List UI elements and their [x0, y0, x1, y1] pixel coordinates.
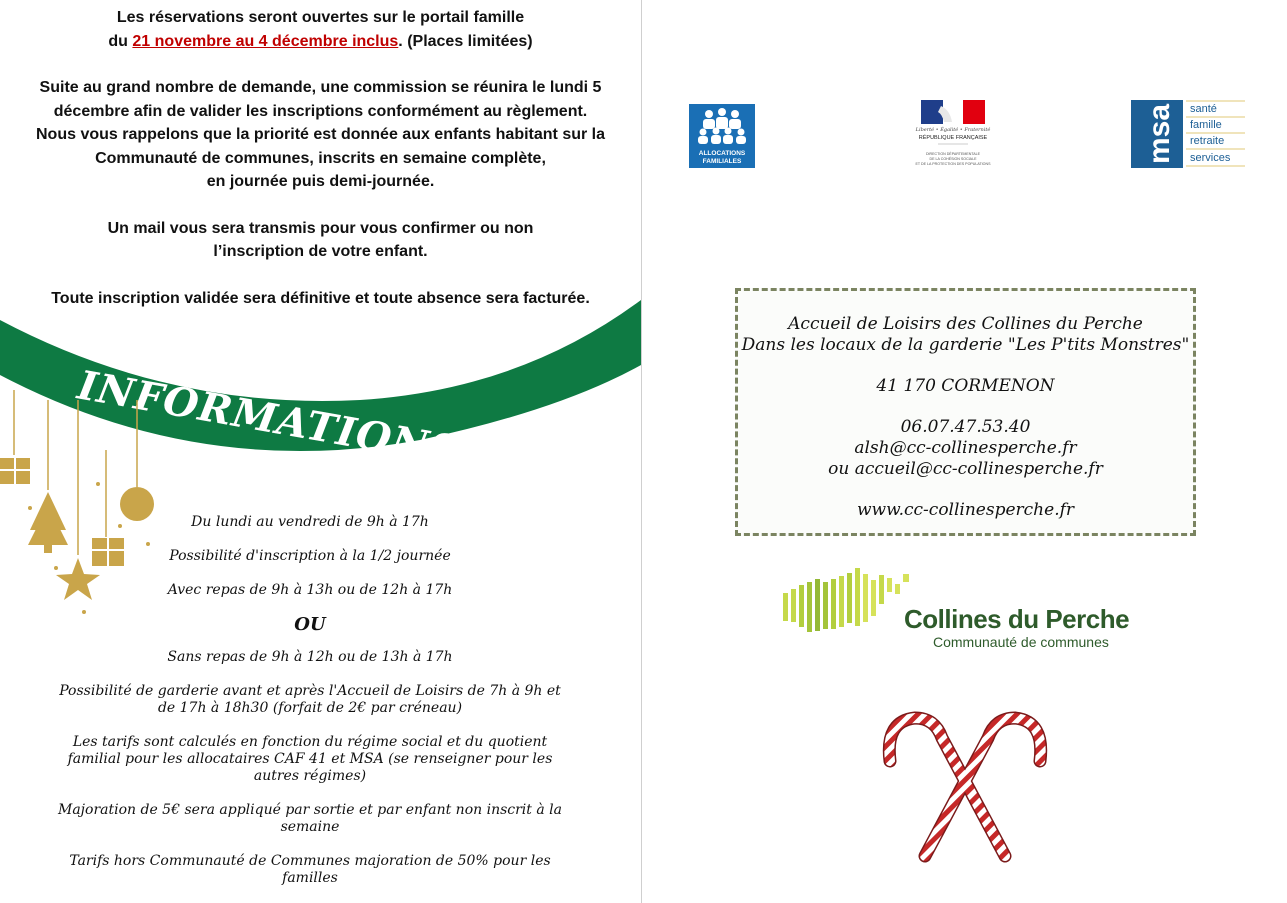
intro-text	[0, 6, 641, 310]
contact-phone: 06.07.47.53.40	[900, 417, 1031, 437]
rf-sub-3: ET DE LA PROTECTION DES POPULATIONS	[915, 162, 991, 166]
right-page	[642, 0, 1287, 903]
intro-p2-l4: Communauté de communes, inscrits en semaine complète,	[95, 149, 546, 167]
intro-p3-l2: l’inscription de votre enfant.	[213, 243, 428, 260]
intro-p2-l3: Nous vous rappelons que la priorité est donnée aux enfants habitant sur la	[36, 126, 605, 143]
candy-canes-icon	[880, 706, 1050, 864]
msa-word-2: famille	[1190, 119, 1222, 131]
contact-email1[interactable]: alsh@cc-collinesperche.fr	[854, 438, 1077, 458]
info-garderie: Possibilité de garderie avant et après l'Accueil de Loisirs de 7h à 9h et de 17h à 18h30 (forfait de 2€ par créneau)	[59, 683, 561, 716]
contact-line2: Dans les locaux de la garderie "Les P'tits Monstres"	[741, 335, 1190, 355]
intro-p3-l1: Un mail vous sera transmis pour vous confirmer ou non	[107, 219, 534, 237]
cc-title: Collines du Perche	[904, 604, 1130, 634]
info-majoration: Majoration de 5€ sera appliqué par sortie et par enfant non inscrit à la semaine	[58, 802, 562, 835]
info-ou: OU	[294, 614, 326, 635]
contact-line1: Accueil de Loisirs des Collines du Perche	[788, 314, 1143, 334]
reservation-dates: 21 novembre au 4 décembre inclus	[132, 32, 399, 50]
caf-text-1: ALLOCATIONS	[698, 150, 746, 157]
msa-word-1: santé	[1190, 103, 1217, 115]
rf-motto: Liberté • Égalité • Fraternité	[915, 127, 991, 133]
contact-city: 41 170 CORMENON	[876, 376, 1055, 396]
info-hors-cc: Tarifs hors Communauté de Communes majoration de 50% pour les familles	[69, 853, 551, 886]
info-avec-repas: Avec repas de 9h à 13h ou de 12h à 17h	[167, 582, 453, 598]
cc-subtitle: Communauté de communes	[933, 634, 1109, 650]
caf-logo	[689, 104, 755, 168]
info-demi-journee: Possibilité d'inscription à la 1/2 journée	[169, 548, 451, 564]
info-section	[40, 514, 580, 903]
info-tarifs: Les tarifs sont calculés en fonction du régime social et du quotient familial pour les allocataires CAF 41 et MSA (se renseigner pour les autres régimes)	[67, 734, 553, 784]
rf-sub-1: DIRECTION DÉPARTEMENTALE	[925, 152, 981, 156]
intro-p2-l1: Suite au grand nombre de demande, une commission se réunira le lundi 5	[39, 79, 602, 96]
banner-title: INFORMATIONS	[74, 361, 463, 475]
left-page	[0, 0, 641, 903]
msa-word-3: retraite	[1190, 135, 1225, 147]
msa-logo	[1131, 100, 1247, 168]
caf-text-2: FAMILIALES	[702, 158, 742, 165]
rf-name: RÉPUBLIQUE FRANÇAISE	[918, 135, 988, 141]
info-horaires: Du lundi au vendredi de 9h à 17h	[191, 514, 429, 530]
intro-line2: du 21 novembre au 4 décembre inclus. (Places limitées)	[108, 32, 533, 50]
contact-box	[735, 288, 1196, 536]
intro-p2-l2: décembre afin de valider les inscriptions conformément au règlement.	[53, 102, 588, 120]
contact-email2[interactable]: ou accueil@cc-collinesperche.fr	[828, 459, 1103, 479]
contact-website[interactable]: www.cc-collinesperche.fr	[856, 500, 1075, 520]
rf-sub-2: DE LA COHÉSION SOCIALE	[929, 157, 977, 161]
msa-letters: msa	[1143, 103, 1176, 165]
intro-line1: Les réservations seront ouvertes sur le portail famille	[116, 9, 525, 26]
republique-francaise-logo	[908, 98, 998, 170]
msa-word-4: services	[1190, 152, 1231, 164]
intro-p2-l5: en journée puis demi-journée.	[206, 173, 435, 190]
info-sans-repas: Sans repas de 9h à 12h ou de 13h à 17h	[167, 649, 453, 665]
intro-p4: Toute inscription validée sera définitive et toute absence sera facturée.	[51, 289, 590, 307]
